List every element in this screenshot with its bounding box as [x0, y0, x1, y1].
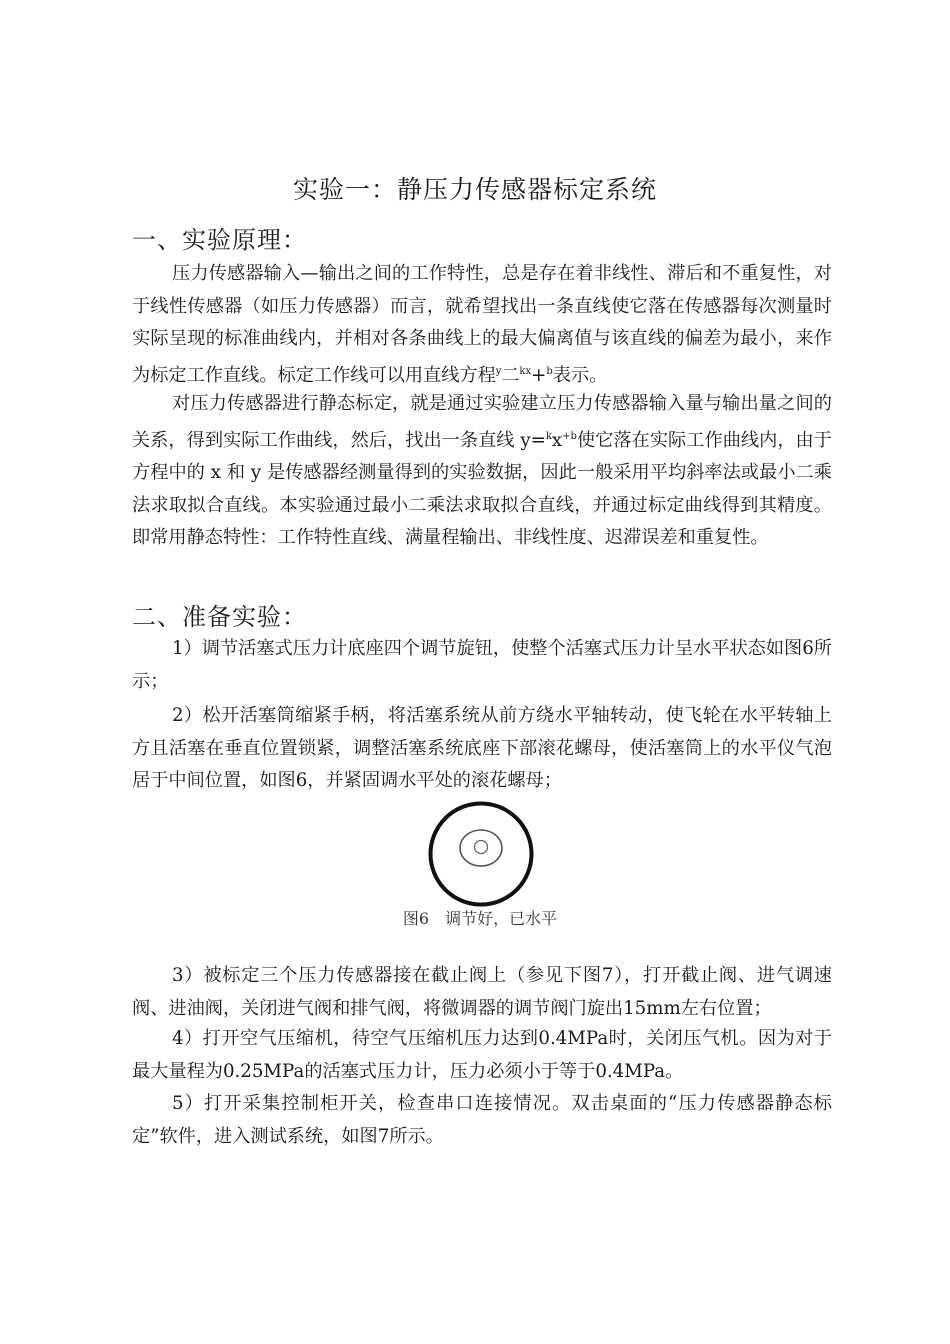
p2-eq-x: x [551, 429, 563, 451]
eq-kx: kx [519, 365, 532, 377]
p2-eq-y: y= [520, 429, 546, 451]
step-5: 5）打开采集控制柜开关，检查串口连接情况。双击桌面的“压力传感器静态标定”软件，进入测试系统，如图7所示。 [132, 1093, 832, 1147]
paragraph-principle-1 [132, 258, 832, 392]
eq-y: y [495, 365, 502, 377]
eq-equals: 二 [501, 364, 520, 386]
p2-eq-k: k [545, 430, 552, 442]
p2-end: 使它落在实际工作曲线内，由于方程中的 x 和 y 是传感器经测量得到的实验数据，因此一般采用平均斜率法或最小二乘法求取拟合直线。本实验通过最小二乘法求取拟合直线，并通过标定曲线得到其精度。即常用静态特性：工作特性直线、满量程输出、非线性度、迟滞误差和重复性。 [132, 429, 832, 548]
step-2: 2）松开活塞筒缩紧手柄，将活塞系统从前方绕水平轴转动，使飞轮在水平转轴上方且活塞在垂直位置锁紧，调整活塞系统底座下部滚花螺母，使活塞筒上的水平仪气泡居于中间位置，如图6，并紧固调水平处的滚花螺母； [132, 705, 832, 791]
eq-plus: + [531, 364, 547, 386]
p2-eq-b: +b [562, 430, 577, 442]
figure-6-caption: 图6 调节好，已水平 [402, 909, 558, 928]
p1-end: 表示。 [552, 364, 608, 386]
step-1: 1）调节活塞式压力计底座四个调节旋钮，使整个活塞式压力计呈水平状态如图6所示； [132, 638, 832, 692]
section1-heading: 一、实验原理： [132, 226, 307, 254]
level-bubble-figure [428, 801, 534, 907]
page-title: 实验一：静压力传感器标定系统 [292, 175, 657, 204]
step-4: 4）打开空气压缩机，待空气压缩机压力达到0.4MPa时，关闭压气机。因为对于最大量程为0.25MPa的活塞式压力计，压力必须小于等于0.4MPa。 [132, 1028, 832, 1082]
p2-text: 对压力传感器进行静态标定，就是通过实验建立压力传感器输入量与输出量之间的关系，得到实际工作曲线，然后，找出一条直线 [132, 393, 832, 451]
paragraph-principle-2 [132, 388, 832, 555]
step-3: 3）被标定三个压力传感器接在截止阀上（参见下图7），打开截止阀、进气调速阀、进油阀，关闭进气阀和排气阀，将微调器的调节阀门旋出15mm左右位置； [132, 965, 832, 1019]
eq-b: b [546, 365, 553, 377]
p1-text: 压力传感器输入—输出之间的工作特性，总是存在着非线性、滞后和不重复性，对于线性传感器（如压力传感器）而言，就希望找出一条直线使它落在传感器每次测量时实际呈现的标准曲线内，并相对各条曲线上的最大偏离值与该直线的偏差为最小，来作为标定工作直线。标定工作线可以用直线方程 [132, 263, 832, 386]
section2-heading: 二、准备实验： [132, 603, 307, 631]
